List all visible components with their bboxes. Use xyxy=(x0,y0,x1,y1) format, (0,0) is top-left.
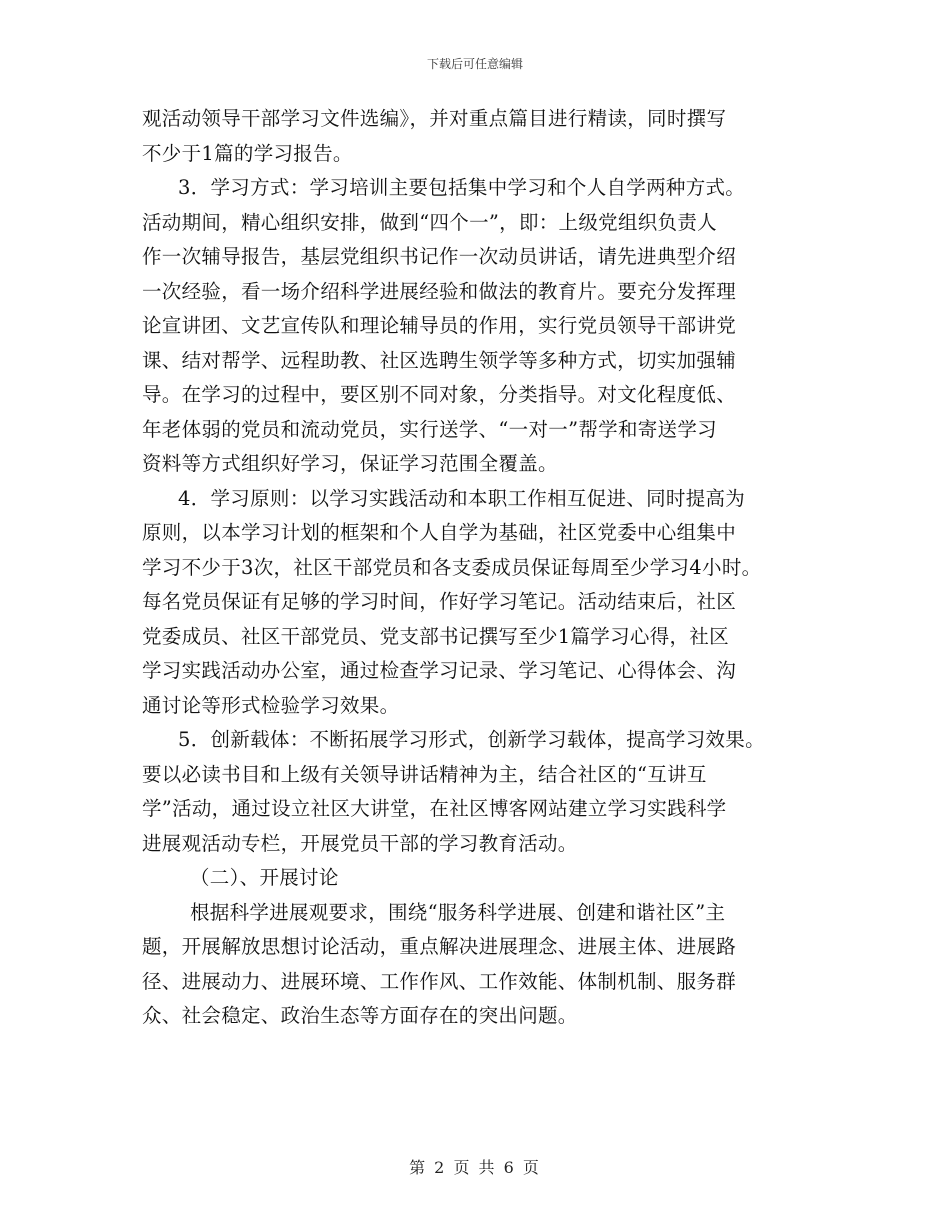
text-line: 党委成员、社区干部党员、党支部书记撰写至少1篇学习心得，社区 xyxy=(142,624,729,648)
text-line: 要以必读书目和上级有关领导讲话精神为主，结合社区的“互讲互 xyxy=(142,762,707,786)
text-line: 进展观活动专栏，开展党员干部的学习教育活动。 xyxy=(142,831,578,855)
text-line: 论宣讲团、文艺宣传队和理论辅导员的作用，实行党员领导干部讲党 xyxy=(142,314,737,337)
page-footer: 第 2 页 共 6 页 xyxy=(409,1158,541,1177)
text-line: 资料等方式组织好学习，保证学习范围全覆盖。 xyxy=(142,452,558,475)
section-heading: （二）、开展讨论 xyxy=(190,866,339,889)
paragraph-start: 3．学习方式：学习培训主要包括集中学习和个人自学两种方式。 xyxy=(178,176,746,199)
text-line: 学习实践活动办公室，通过检查学习记录、学习笔记、心得体会、沟 xyxy=(142,659,737,682)
text-line: 学”活动，通过设立社区大讲堂，在社区博客网站建立学习实践科学 xyxy=(142,797,727,820)
text-line: 径、进展动力、进展环境、工作作风、工作效能、体制机制、服务群 xyxy=(142,969,737,993)
paragraph-start: 根据科学进展观要求，围绕“服务科学进展、创建和谐社区”主 xyxy=(190,900,726,924)
page-header: 下载后可任意编辑 xyxy=(426,57,523,71)
text-line: 不少于1篇的学习报告。 xyxy=(142,141,353,165)
document-body xyxy=(142,102,822,1034)
text-line: 学习不少于3次，社区干部党员和各支委成员保证每周至少学习4小时。 xyxy=(142,555,762,579)
text-line: 原则，以本学习计划的框架和个人自学为基础，社区党委中心组集中 xyxy=(142,521,737,544)
paragraph-start: 4．学习原则：以学习实践活动和本职工作相互促进、同时提高为 xyxy=(178,486,746,510)
text-line: 每名党员保证有足够的学习时间，作好学习笔记。活动结束后，社区 xyxy=(142,590,737,613)
text-line: 题，开展解放思想讨论活动，重点解决进展理念、进展主体、进展路 xyxy=(142,935,737,958)
text-line: 导。在学习的过程中，要区别不同对象，分类指导。对文化程度低、 xyxy=(142,383,737,406)
text-line: 一次经验，看一场介绍科学进展经验和做法的教育片。要充分发挥理 xyxy=(142,279,737,303)
text-line: 活动期间，精心组织安排，做到“四个一”，即：上级党组织负责人 xyxy=(142,210,717,234)
text-line: 众、社会稳定、政治生态等方面存在的突出问题。 xyxy=(142,1004,578,1027)
paragraph-start: 5．创新载体：不断拓展学习形式，创新学习载体，提高学习效果。 xyxy=(178,728,765,751)
text-line: 作一次辅导报告，基层党组织书记作一次动员讲话，请先进典型介绍 xyxy=(142,245,737,268)
text-line: 通讨论等形式检验学习效果。 xyxy=(142,693,400,717)
text-line: 观活动领导干部学习文件选编》，并对重点篇目进行精读，同时撰写 xyxy=(142,107,727,130)
text-line: 年老体弱的党员和流动党员，实行送学、“一对一”帮学和寄送学习 xyxy=(142,417,717,441)
text-line: 课、结对帮学、远程助教、社区选聘生领学等多种方式，切实加强辅 xyxy=(142,348,737,372)
